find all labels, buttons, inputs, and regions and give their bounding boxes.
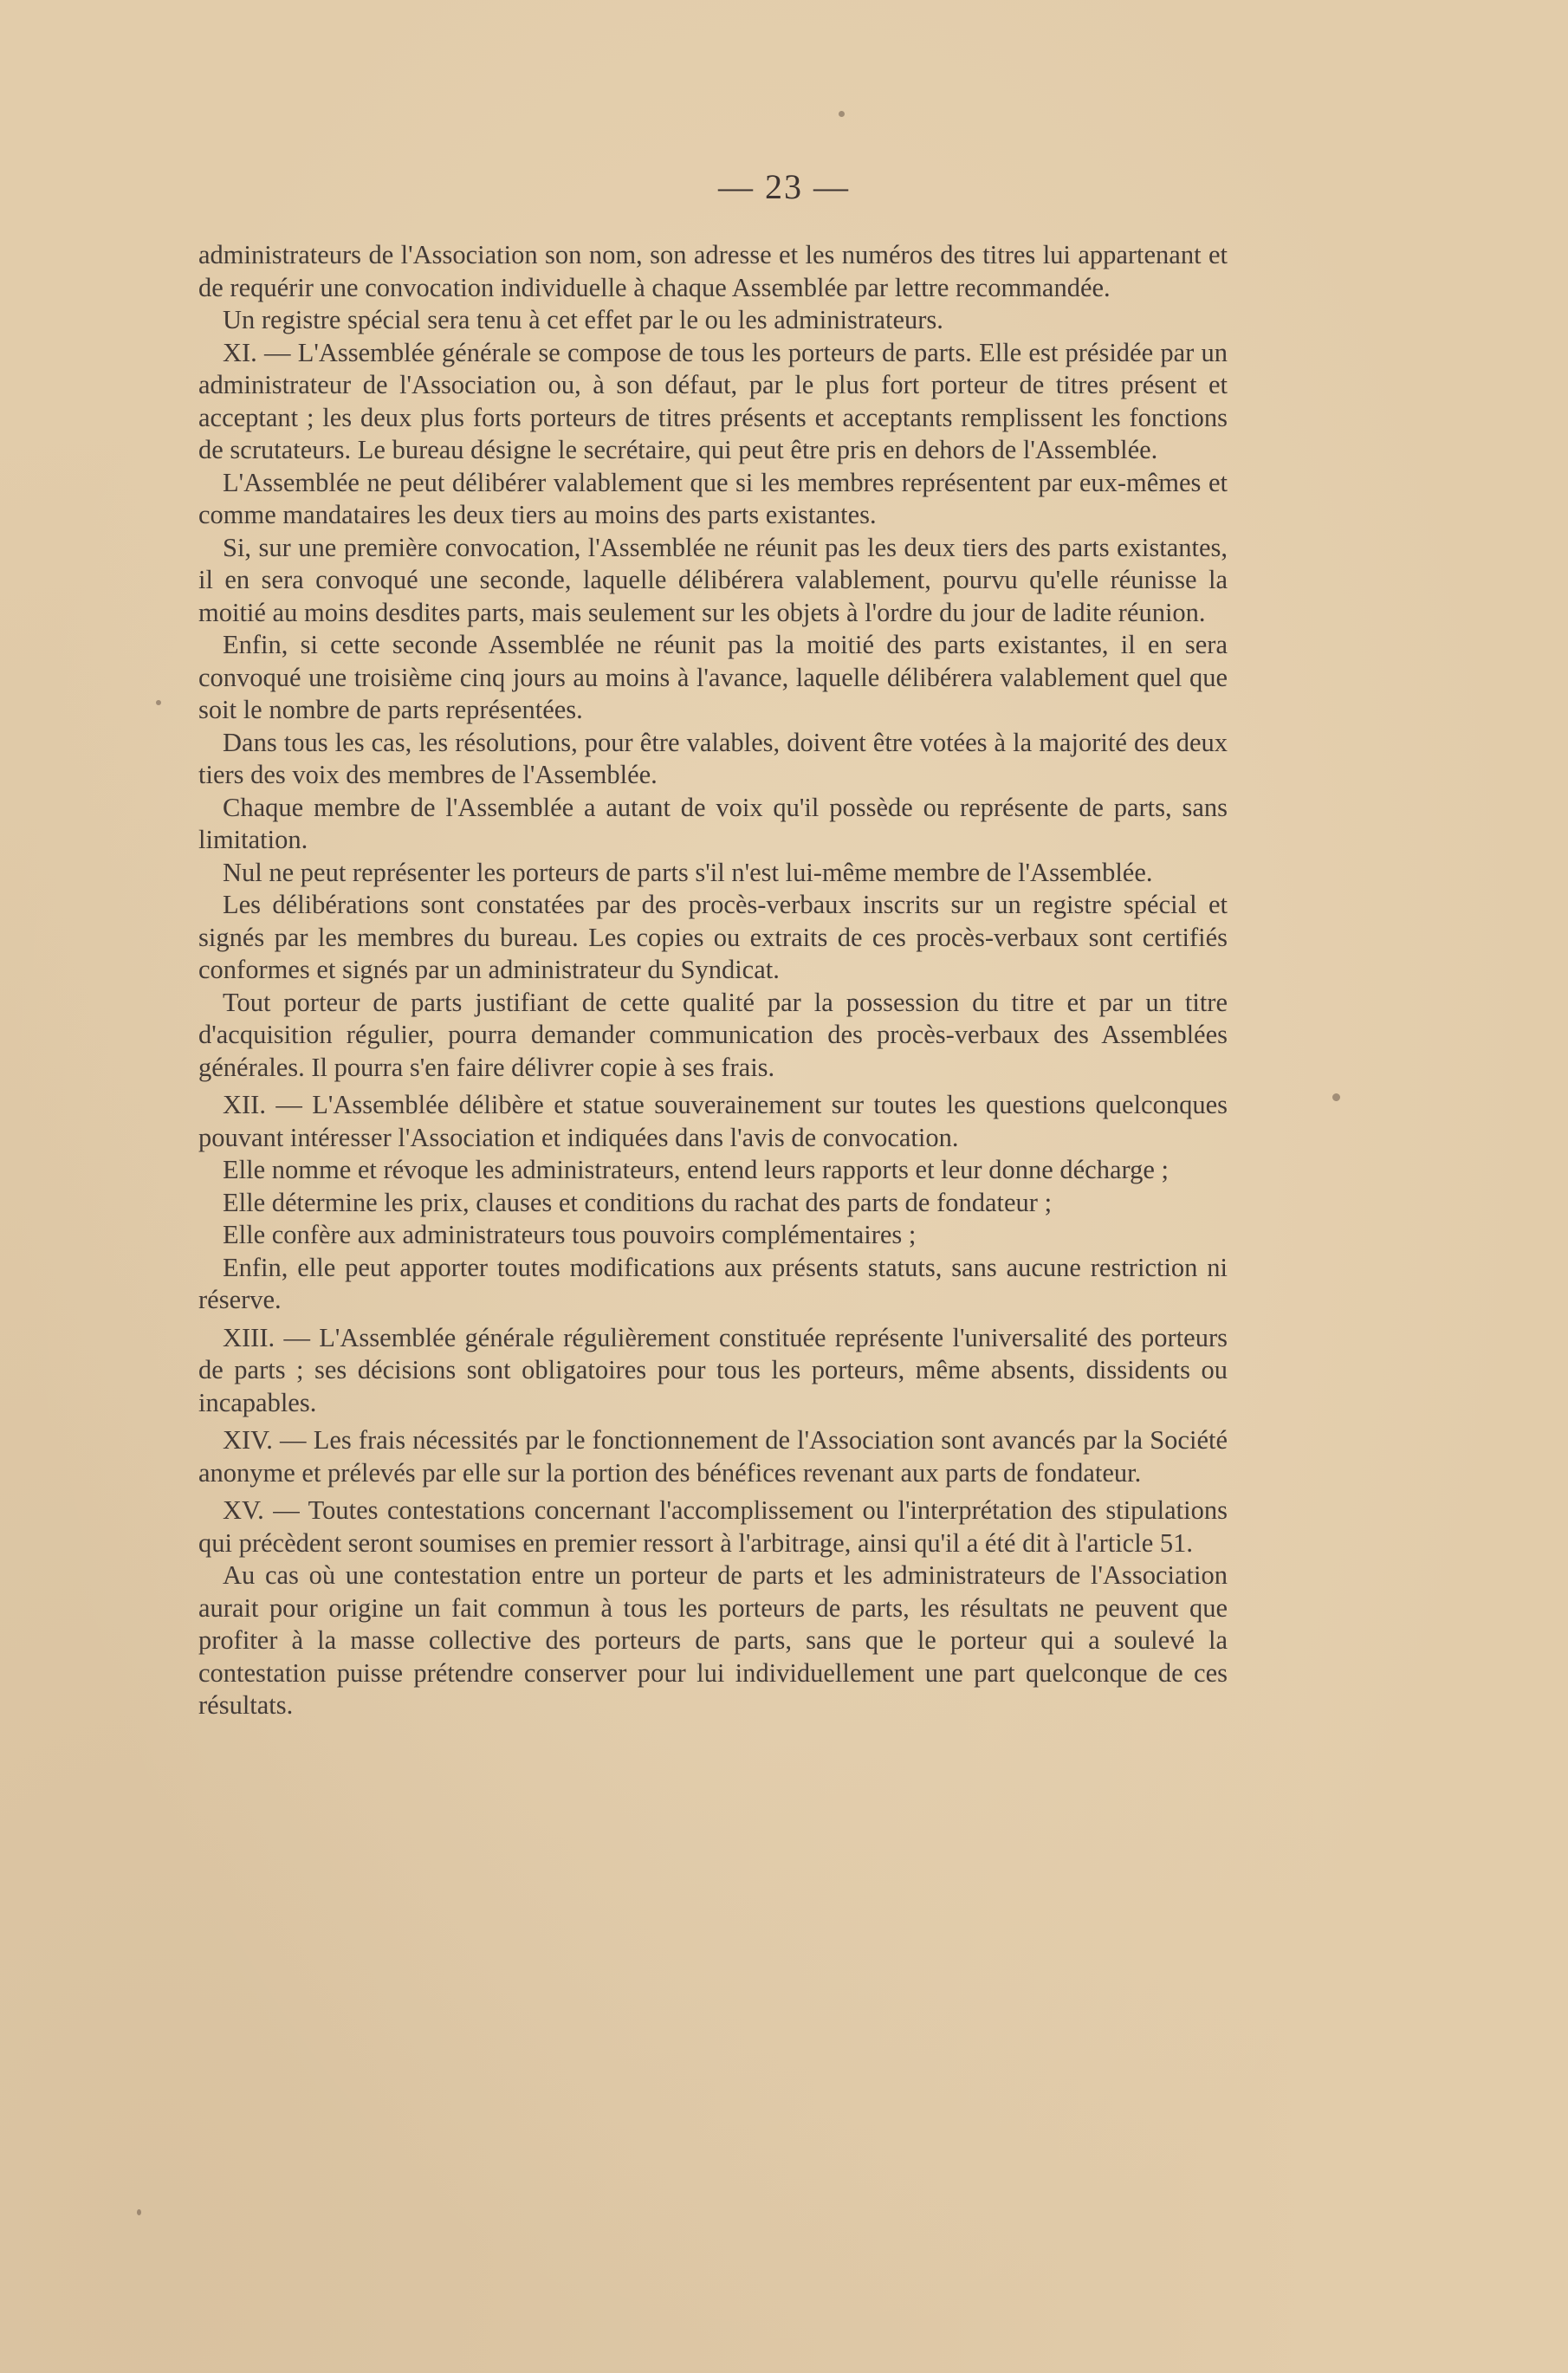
paper-speck	[156, 700, 161, 705]
paragraph: Dans tous les cas, les résolutions, pour être valables, doivent être votées à la majorité des deux tiers des voix des membres de l'Assemblée.	[198, 727, 1228, 789]
page-number: — 23 —	[718, 167, 850, 206]
paragraph: administrateurs de l'Association son nom, son adresse et les numéros des titres lui appartenant et de requérir une convocation individuelle à chaque Assemblée par lettre recommandée.	[198, 240, 1228, 302]
paragraph: L'Assemblée ne peut délibérer valablement que si les membres représentent par eux-mêmes et comme mandataires les deux tiers au moins des parts existantes.	[198, 467, 1228, 529]
article-xiv: XIV. — Les frais nécessités par le fonctionnement de l'Association sont avancés par la Société anonyme et prélevés par elle sur la portion des bénéfices revenant aux parts de fondateur.	[198, 1425, 1228, 1488]
paragraph: Chaque membre de l'Assemblée a autant de voix qu'il possède ou représente de parts, sans limitation.	[198, 792, 1228, 854]
paragraph: Enfin, elle peut apporter toutes modifications aux présents statuts, sans aucune restriction ni réserve.	[198, 1252, 1228, 1314]
body-text	[198, 239, 1228, 1722]
paragraph: Enfin, si cette seconde Assemblée ne réunit pas la moitié des parts existantes, il en sera convoqué une troisième cinq jours au moins à l'avance, laquelle délibérera valablement quel que soit le nombre de parts représentées.	[198, 630, 1228, 724]
paper-speck	[137, 2209, 141, 2215]
article-xv: XV. — Toutes contestations concernant l'accomplissement ou l'interprétation des stipulations qui précèdent seront soumises en premier ressort à l'arbitrage, ainsi qu'il a été dit à l'article 51.	[198, 1495, 1228, 1558]
article-xi: XI. — L'Assemblée générale se compose de tous les porteurs de parts. Elle est présidée par un administrateur de l'Association ou, à son défaut, par le plus fort porteur de titres présent et acceptant ; les deux plus forts porteurs de titres présents et acceptants remplissent les fonctions de scrutateurs. Le bureau désigne le secrétaire, qui peut être pris en dehors de l'Assemblée.	[198, 337, 1228, 464]
paragraph: Si, sur une première convocation, l'Assemblée ne réunit pas les deux tiers des parts existantes, il en sera convoqué une seconde, laquelle délibérera valablement, pourvu qu'elle réunisse la moitié au moins desdites parts, mais seulement sur les objets à l'ordre du jour de ladite réunion.	[198, 532, 1228, 627]
article-xiii: XIII. — L'Assemblée générale régulièrement constituée représente l'universalité des porteurs de parts ; ses décisions sont obligatoires pour tous les porteurs, même absents, dissidents ou incapables.	[198, 1322, 1228, 1417]
paper-speck	[1332, 1093, 1340, 1101]
paragraph: Tout porteur de parts justifiant de cette qualité par la possession du titre et par un titre d'acquisition régulier, pourra demander communication des procès-verbaux des Assemblées générales. Il pourra s'en faire délivrer copie à ses frais.	[198, 987, 1228, 1082]
paragraph: Les délibérations sont constatées par des procès-verbaux inscrits sur un registre spécial et signés par les membres du bureau. Les copies ou extraits de ces procès-verbaux sont certifiés conformes et signés par un administrateur du Syndicat.	[198, 890, 1228, 984]
paragraph: Au cas où une contestation entre un porteur de parts et les administrateurs de l'Association aurait pour origine un fait commun à tous les porteurs de parts, les résultats ne peuvent que profiter à la masse collective des porteurs de parts, sans que le porteur qui a soulevé la contestation puisse prétendre conserver pour lui individuellement une part quelconque de ces résultats.	[198, 1560, 1228, 1720]
paragraph: Nul ne peut représenter les porteurs de parts s'il n'est lui-même membre de l'Assemblée.	[223, 857, 1153, 887]
paragraph: Elle détermine les prix, clauses et conditions du rachat des parts de fondateur ;	[223, 1187, 1053, 1217]
paragraph: Un registre spécial sera tenu à cet effet par le ou les administrateurs.	[223, 305, 943, 334]
article-xii: XII. — L'Assemblée délibère et statue souverainement sur toutes les questions quelconques pouvant intéresser l'Association et indiquées dans l'avis de convocation.	[198, 1090, 1228, 1152]
paragraph: Elle confère aux administrateurs tous pouvoirs complémentaires ;	[223, 1220, 917, 1249]
paper-speck	[839, 111, 845, 117]
paragraph: Elle nomme et révoque les administrateurs, entend leurs rapports et leur donne décharge ;	[223, 1155, 1169, 1184]
